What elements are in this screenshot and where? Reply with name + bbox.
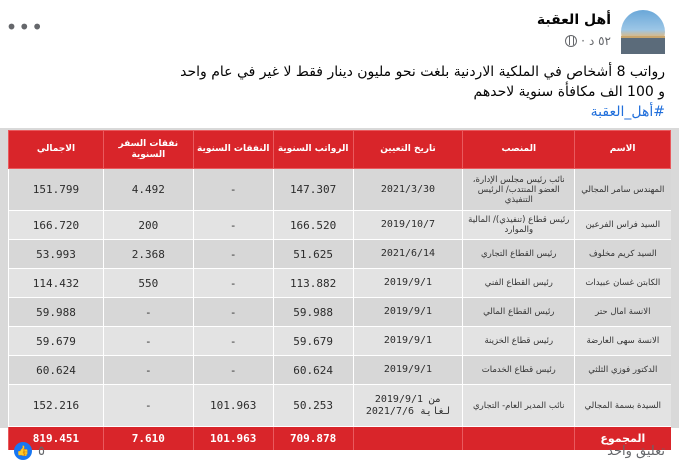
reactions[interactable] <box>14 442 45 460</box>
cell-date: 2019/9/1 <box>353 327 463 356</box>
column-header-name: الاسم <box>575 131 671 169</box>
post-text-line: رواتب 8 أشخاص في الملكية الاردنية بلغت نحو مليون دينار فقط لا غير في عام واحد <box>180 64 665 80</box>
cell-date: 2019/10/7 <box>353 211 463 240</box>
cell-travel: - <box>103 327 193 356</box>
column-header-expenses: النفقات السنوية <box>193 131 273 169</box>
post-text <box>14 62 665 122</box>
cell-name: الدكتور فوزي الثلثي <box>575 356 671 385</box>
cell-salary: 147.307 <box>273 169 353 211</box>
table-row <box>9 356 671 385</box>
page-avatar[interactable] <box>621 10 665 54</box>
separator: · <box>581 34 585 48</box>
cell-total-travel: 7.610 <box>103 427 193 451</box>
cell-date: 2019/9/1 <box>353 269 463 298</box>
cell-role: رئيس قطاع الخزينة <box>463 327 575 356</box>
cell-total-expenses: 101.963 <box>193 427 273 451</box>
cell-date: 2021/3/30 <box>353 169 463 211</box>
post-time[interactable]: ٥٢ د <box>588 34 611 48</box>
cell-total-label: المجموع <box>575 427 671 451</box>
cell-date: من 2019/9/1 لغاية 2021/7/6 <box>353 385 463 427</box>
cell-name: الانسة سهى العارضة <box>575 327 671 356</box>
like-icon: 👍 <box>14 442 32 460</box>
cell-travel: 550 <box>103 269 193 298</box>
cell-total: 151.799 <box>9 169 104 211</box>
cell-expenses: - <box>193 298 273 327</box>
cell-role: نائب المدير العام- التجاري <box>463 385 575 427</box>
table-header-row <box>9 131 671 169</box>
cell-salary: 59.679 <box>273 327 353 356</box>
cell-total: 59.988 <box>9 298 104 327</box>
cell-travel: - <box>103 356 193 385</box>
column-header-total: الاجمالي <box>9 131 104 169</box>
post-footer <box>14 440 665 466</box>
table-row <box>9 385 671 427</box>
cell-role: رئيس قطاع (تنفيذي)/ المالية والموارد <box>463 211 575 240</box>
cell-date: 2021/6/14 <box>353 240 463 269</box>
cell-salary: 50.253 <box>273 385 353 427</box>
hashtag-link[interactable]: #أهل_العقبة <box>590 104 665 120</box>
cell-total: 53.993 <box>9 240 104 269</box>
cell-role: رئيس قطاع الخدمات <box>463 356 575 385</box>
avatar-image <box>621 36 665 54</box>
post-header <box>5 10 665 54</box>
cell-role: رئيس القطاع المالي <box>463 298 575 327</box>
cell-salary: 113.882 <box>273 269 353 298</box>
cell-total: 152.216 <box>9 385 104 427</box>
cell-total: 166.720 <box>9 211 104 240</box>
table-row <box>9 298 671 327</box>
table-row <box>9 269 671 298</box>
cell-travel: 200 <box>103 211 193 240</box>
post-text-line: و 100 الف مكافأة سنوية لاحدهم <box>473 84 665 100</box>
column-header-salary: الرواتب السنوية <box>273 131 353 169</box>
page-name[interactable]: أهل العقبة <box>536 12 611 28</box>
cell-expenses: - <box>193 211 273 240</box>
cell-travel: 4.492 <box>103 169 193 211</box>
column-header-travel: نفقات السفر السنوية <box>103 131 193 169</box>
post-image[interactable] <box>0 128 679 445</box>
more-options-icon[interactable]: ••• <box>5 15 44 39</box>
cell-travel: - <box>103 298 193 327</box>
column-header-date: تاريخ التعيين <box>353 131 463 169</box>
cell-role: رئيس القطاع الفني <box>463 269 575 298</box>
cell-travel: 2.368 <box>103 240 193 269</box>
cell-date: 2019/9/1 <box>353 298 463 327</box>
cell-name: الكابتن غسان عبيدات <box>575 269 671 298</box>
reaction-count: ٥ <box>38 443 45 459</box>
cell-travel: - <box>103 385 193 427</box>
cell-expenses: - <box>193 169 273 211</box>
cell-salary: 60.624 <box>273 356 353 385</box>
table-row <box>9 211 671 240</box>
cell-date: 2019/9/1 <box>353 356 463 385</box>
cell-salary: 59.988 <box>273 298 353 327</box>
cell-total-salary: 709.878 <box>273 427 353 451</box>
table-row <box>9 240 671 269</box>
cell-expenses: - <box>193 327 273 356</box>
cell-total: 60.624 <box>9 356 104 385</box>
cell-role: نائب رئيس مجلس الإدارة، العضو المنتدب/ الرئيس التنفيذي <box>463 169 575 211</box>
post-meta <box>565 34 611 48</box>
comments-count[interactable]: تعليق واحد <box>607 444 665 459</box>
cell-role: رئيس القطاع التجاري <box>463 240 575 269</box>
cell-name: السيد فراس الفرعين <box>575 211 671 240</box>
cell-grand-total: 819.451 <box>9 427 104 451</box>
salary-table <box>8 130 671 451</box>
cell-expenses: 101.963 <box>193 385 273 427</box>
cell-total: 114.432 <box>9 269 104 298</box>
cell-total: 59.679 <box>9 327 104 356</box>
cell-name: السيدة بسمة المجالي <box>575 385 671 427</box>
table-row <box>9 169 671 211</box>
globe-icon <box>565 35 577 47</box>
table-row <box>9 327 671 356</box>
cell-expenses: - <box>193 356 273 385</box>
cell-name: المهندس سامر المجالي <box>575 169 671 211</box>
cell-expenses: - <box>193 269 273 298</box>
cell-name: السيد كريم مخلوف <box>575 240 671 269</box>
cell-name: الانسة امال حتر <box>575 298 671 327</box>
column-header-role: المنصب <box>463 131 575 169</box>
cell-salary: 166.520 <box>273 211 353 240</box>
cell-expenses: - <box>193 240 273 269</box>
cell-salary: 51.625 <box>273 240 353 269</box>
